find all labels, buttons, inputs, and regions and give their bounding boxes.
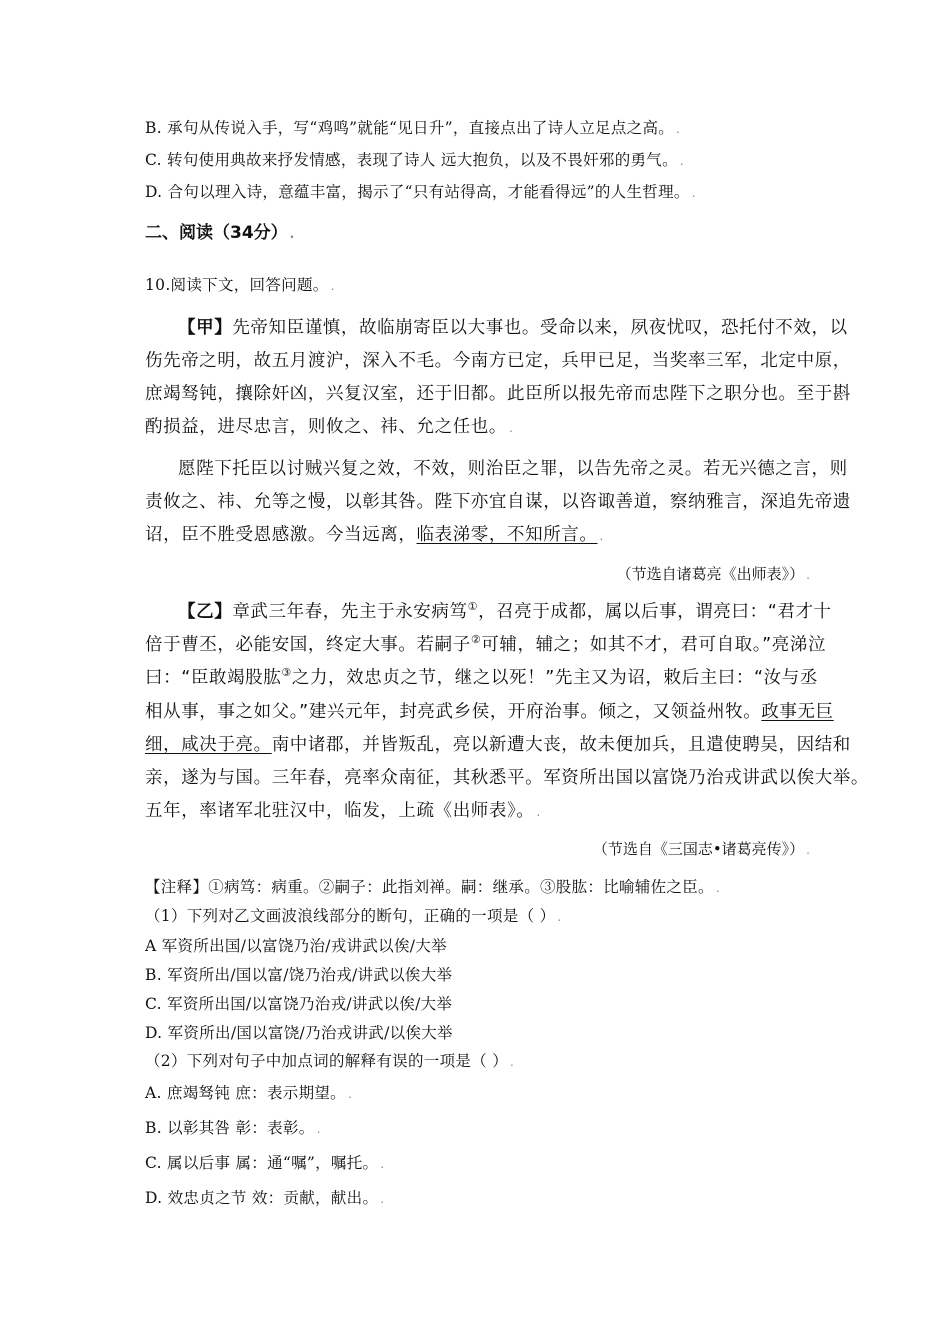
question-title: 10.阅读下文，回答问题。 . (145, 276, 335, 294)
option-d-prev: D. 合句以理入诗，意蕴丰富，揭示了“只有站得高，才能看得远”的人生哲理。 . (145, 183, 696, 201)
q1-option-c: C. 军资所出国/以富饶乃治戎/讲武以俟/大举 (145, 995, 453, 1013)
yi-line-5: 细，咸决于亮。南中诸郡，并皆叛乱，亮以新遭大丧，故未便加兵，且遣使聘吴，因结和 (145, 735, 851, 755)
q2-stem: （2）下列对句子中加点词的解释有误的一项是（ ） . (145, 1052, 515, 1070)
notes: 【注释】①病笃：病重。②嗣子：此指刘禅。嗣：继承。③股肱：比喻辅佐之臣。 . (145, 878, 720, 896)
option-b-prev: B. 承句从传说入手，写“鸡鸣”就能“见日升”，直接点出了诗人立足点之高。 . (145, 119, 681, 137)
q2-option-b: B. 以彰其咎 彰：表彰。 . (145, 1119, 321, 1137)
section-title: 二、阅读（34分） . (145, 223, 295, 243)
q1-option-a: A 军资所出国/以富饶乃治/戎讲武以俟/大举 (145, 937, 447, 955)
underlined-phrase: 临表涕零，不知所言。 (416, 525, 598, 545)
wavy-underline-start: 政事无巨 (761, 702, 834, 722)
yi-line-3: 曰：“臣敢竭股肱③之力，效忠贞之节，继之以死！”先主又为诏，敕后主曰：“汝与丞 (145, 666, 818, 688)
q1-stem: （1）下列对乙文画波浪线部分的断句，正确的一项是（ ） . (145, 907, 562, 925)
jia-line-3: 庶竭驽钝，攘除奸凶，兴复汉室，还于旧都。此臣所以报先帝而忠陛下之职分也。至于斟 (145, 384, 851, 404)
yi-line-7: 五年，率诸军北驻汉中，临发，上疏《出师表》。 . (145, 801, 541, 821)
q2-option-d: D. 效忠贞之节 效：贡献，献出。 . (145, 1189, 385, 1207)
jia-line-4: 酌损益，进尽忠言，则攸之、祎、允之任也。 . (145, 417, 514, 437)
yi-line-6: 亲，遂为与国。三年春，亮率众南征，其秋悉平。军资所出国以富饶乃治戎讲武以俟大举。 (145, 768, 869, 788)
jia-line-1: 【甲】先帝知臣谨慎，故临崩寄臣以大事也。受命以来，夙夜忧叹，恐托付不效，以 (178, 318, 848, 338)
yi-source: （节选自《三国志•诸葛亮传》） . (592, 840, 810, 858)
option-c-prev: C. 转句使用典故来抒发情感，表现了诗人 远大抱负，以及不畏奸邪的勇气。 . (145, 151, 685, 169)
jia-source: （节选自诸葛亮《出师表》） . (616, 565, 810, 583)
jia-line-2: 伤先帝之明，故五月渡沪，深入不毛。今南方已定，兵甲已足，当奖率三军，北定中原， (145, 351, 851, 371)
jia-line-6: 责攸之、祎、允等之慢，以彰其咎。陛下亦宜自谋，以咨诹善道，察纳雅言，深追先帝遗 (145, 492, 851, 512)
yi-line-1: 【乙】章武三年春，先主于永安病笃①，召亮于成都，属以后事，谓亮曰：“君才十 (178, 600, 832, 622)
yi-line-4: 相从事，事之如父。”建兴元年，封亮武乡侯，开府治事。倾之，又领益州牧。政事无巨 (145, 702, 834, 722)
wavy-underline-end: 细，咸决于亮。 (145, 735, 272, 755)
yi-line-2: 倍于曹丕，必能安国，终定大事。若嗣子②可辅，辅之；如其不才，君可自取。”亮涕泣 (145, 633, 827, 655)
q2-option-a: A. 庶竭驽钝 庶：表示期望。 . (145, 1084, 353, 1102)
q1-option-d: D. 军资所出/国以富饶/乃治戎讲武/以俟大举 (145, 1024, 453, 1042)
jia-line-7: 诏，臣不胜受恩感激。今当远离，临表涕零，不知所言。 . (145, 525, 604, 545)
q1-option-b: B. 军资所出/国以富/饶乃治戎/讲武以俟大举 (145, 966, 453, 984)
jia-line-5: 愿陛下托臣以讨贼兴复之效，不效，则治臣之罪，以告先帝之灵。若无兴德之言，则 (178, 459, 848, 479)
q2-option-c: C. 属以后事 属：通“嘱”，嘱托。 . (145, 1154, 385, 1172)
